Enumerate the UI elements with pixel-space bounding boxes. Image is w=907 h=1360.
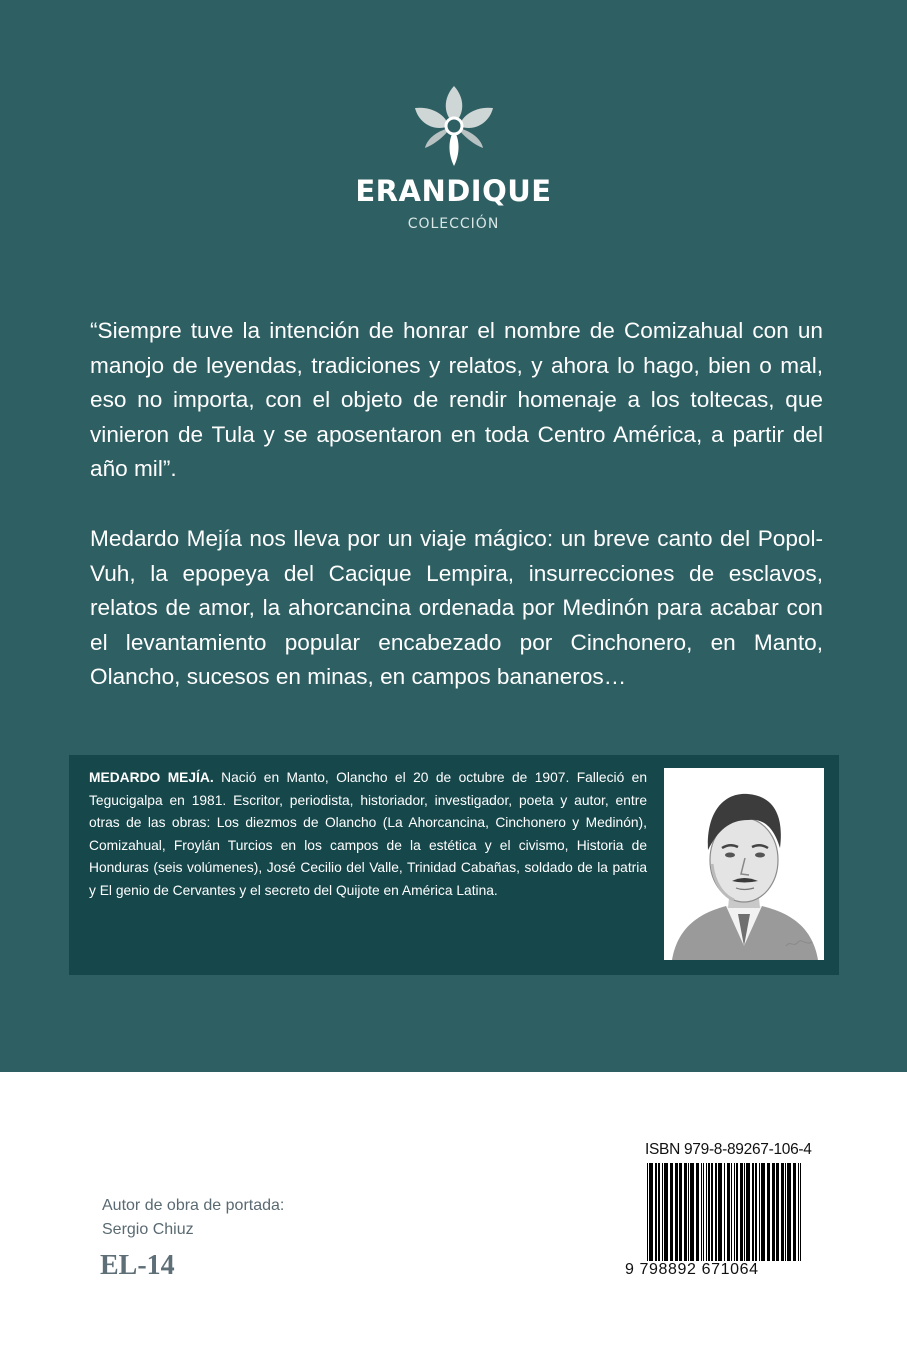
series-code: EL-14	[100, 1250, 175, 1281]
author-bio-text: Nació en Manto, Olancho el 20 de octubre de 1907. Falleció en Tegucigalpa en 1981. Escritor, periodista, historiador, investigador, poeta y autor, entre otras de las obras: Los diezmos de Olancho (La Ahorcancina, Cinchonero y Medinón), Comizahual, Froylán Turcios en los campos de la estética y el civismo, Historia de Honduras (seis volúmenes), José Cecilio del Valle, Trinidad Cabañas, soldado de la patria y El genio de Cervantes y el secreto del Quijote en América Latina.	[89, 770, 647, 898]
book-description: Medardo Mejía nos lleva por un viaje mágico: un breve canto del Popol-Vuh, la epopeya del Cacique Lempira, insurrecciones de esclavos, relatos de amor, la ahorcancina ordenada por Medinón para acabar con el levantamiento popular encabezado por Cinchonero, en Manto, Olancho, sucesos en minas, en campos bananeros…	[90, 526, 823, 690]
author-quote: “Siempre tuve la intención de honrar el nombre de Comizahual con un manojo de leyendas, tradiciones y relatos, y ahora lo hago, bien o mal, eso no importa, con el objeto de rendir homenaje a los toltecas, que vinieron de Tula y se aposentaron en toda Centro América, a partir del año mil”.	[90, 318, 823, 482]
author-portrait-sketch	[664, 768, 824, 960]
author-bio	[89, 767, 647, 903]
author-bio-box	[69, 755, 839, 975]
author-name: MEDARDO MEJÍA.	[89, 770, 214, 785]
flower-logo-icon	[413, 84, 495, 168]
collection-subtitle: COLECCIÓN	[407, 216, 500, 232]
isbn-label: ISBN 979-8-89267-106-4	[645, 1141, 812, 1158]
cover-artist-name: Sergio Chiuz	[102, 1221, 194, 1238]
barcode-digits: 9 798892 671064	[625, 1261, 759, 1278]
cover-art-label: Autor de obra de portada:	[102, 1197, 285, 1214]
isbn-barcode	[645, 1163, 805, 1261]
collection-brand-name: ERANDIQUE	[355, 174, 552, 208]
